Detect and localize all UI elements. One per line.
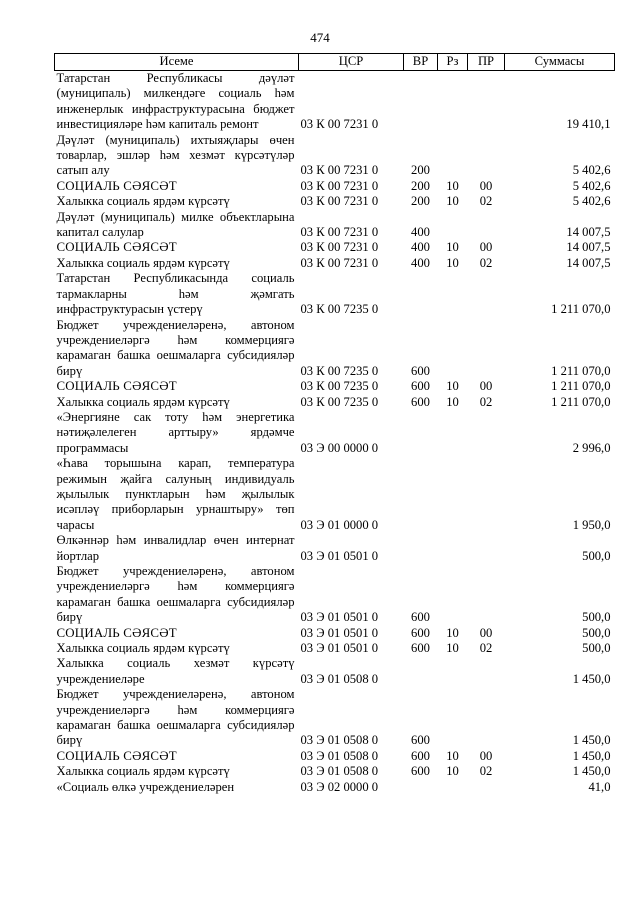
- row-pr: [468, 533, 505, 564]
- row-csr: 03 Э 01 0508 0: [300, 671, 379, 686]
- row-sum: 2 996,0: [572, 440, 611, 455]
- row-vr: [404, 533, 438, 564]
- row-sum: 41,0: [588, 779, 611, 794]
- row-sum: 1 211 070,0: [551, 379, 611, 394]
- row-rz: [438, 656, 468, 687]
- row-vr: [404, 271, 438, 317]
- row-sum: 5 402,6: [572, 163, 611, 178]
- row-csr: 03 К 00 7231 0: [300, 255, 379, 270]
- row-sum: 500,0: [582, 548, 611, 563]
- row-pr: [468, 71, 505, 133]
- row-rz: [438, 687, 468, 749]
- row-csr: 03 К 00 7235 0: [300, 363, 379, 378]
- row-vr: 600: [411, 641, 430, 656]
- row-csr: 03 К 00 7231 0: [300, 194, 379, 209]
- header-vr: ВР: [404, 54, 438, 71]
- table-row: [55, 410, 615, 456]
- row-sum: 1 450,0: [572, 733, 611, 748]
- row-vr: 400: [411, 225, 430, 240]
- row-vr: 200: [411, 163, 430, 178]
- row-rz: [438, 71, 468, 133]
- row-rz: 10: [446, 641, 459, 656]
- row-sum: 1 450,0: [572, 764, 611, 779]
- row-sum: 19 410,1: [566, 117, 611, 132]
- row-sum: 500,0: [582, 625, 611, 640]
- row-vr: 600: [411, 379, 430, 394]
- table-row: [55, 240, 615, 255]
- row-csr: 03 Э 01 0501 0: [300, 625, 379, 640]
- row-vr: 200: [411, 194, 430, 209]
- row-vr: 200: [411, 178, 430, 193]
- row-pr: [468, 271, 505, 317]
- row-csr: 03 Э 01 0508 0: [300, 764, 379, 779]
- row-sum: 1 950,0: [572, 517, 611, 532]
- row-sum: 5 402,6: [572, 178, 611, 193]
- row-vr: 600: [411, 610, 430, 625]
- row-vr: [404, 71, 438, 133]
- row-csr: 03 Э 01 0000 0: [300, 517, 379, 532]
- row-rz: [438, 133, 468, 179]
- row-name: Татарстан Республикасы дәүләт (муниципаль) милкендәге социаль һәм инженерлык инфраструктурасына бюджет инвестицияләре һәм капиталь ремонт: [56, 71, 295, 132]
- table-row: [55, 641, 615, 656]
- row-pr: 02: [479, 394, 493, 409]
- row-name: «Энергияне сак тоту һәм энергетика нәтиҗәлелеген арттыру» ярдәмче программасы: [56, 409, 295, 455]
- row-rz: 10: [446, 255, 459, 270]
- table-row: [55, 626, 615, 641]
- table-row: [55, 533, 615, 564]
- row-rz: [438, 210, 468, 241]
- header-csr: ЦСР: [299, 54, 404, 71]
- header-rz: Рз: [438, 54, 468, 71]
- row-csr: 03 К 00 7231 0: [300, 117, 379, 132]
- row-vr: 600: [411, 394, 430, 409]
- row-csr: 03 Э 01 0501 0: [300, 641, 379, 656]
- row-pr: [468, 210, 505, 241]
- row-pr: 02: [479, 764, 493, 779]
- row-pr: 02: [479, 255, 493, 270]
- row-vr: 400: [411, 240, 430, 255]
- row-rz: [438, 456, 468, 533]
- row-csr: 03 К 00 7231 0: [300, 225, 379, 240]
- table-row: [55, 210, 615, 241]
- table-row: [55, 71, 615, 133]
- row-name: Дәүләт (муниципаль) милке объектларына капитал салулар: [56, 209, 295, 240]
- row-csr: 03 К 00 7235 0: [300, 302, 379, 317]
- row-name: СОЦИАЛЬ СӘЯСӘТ: [56, 240, 177, 255]
- row-csr: 03 К 00 7235 0: [300, 394, 379, 409]
- row-pr: [468, 687, 505, 749]
- row-sum: 5 402,6: [572, 194, 611, 209]
- row-name: Бюджет учреждениеләренә, автоном учреждениеләргә һәм коммерциягә карамаган башка оешмаларга субсидияләр бирү: [56, 687, 295, 748]
- row-sum: 14 007,5: [566, 255, 611, 270]
- row-name: Бюджет учреждениеләренә, автоном учреждениеләргә һәм коммерциягә карамаган башка оешмаларга субсидияләр бирү: [56, 317, 295, 378]
- row-pr: 02: [479, 641, 493, 656]
- row-name: Халыкка социаль ярдәм күрсәтү: [56, 394, 230, 409]
- row-sum: 1 450,0: [572, 671, 611, 686]
- row-vr: 600: [411, 748, 430, 763]
- row-name: Өлкәннәр һәм инвалидлар өчен интернат йортлар: [56, 533, 295, 563]
- row-pr: [468, 133, 505, 179]
- table-header-row: [55, 54, 615, 71]
- row-sum: 1 450,0: [572, 748, 611, 763]
- header-pr: ПР: [468, 54, 505, 71]
- row-rz: 10: [446, 240, 459, 255]
- row-name: Бюджет учреждениеләренә, автоном учреждениеләргә һәм коммерциягә карамаган башка оешмаларга субсидияләр бирү: [56, 564, 295, 625]
- budget-table: [54, 53, 615, 795]
- row-vr: [404, 656, 438, 687]
- row-name: Халыкка социаль ярдәм күрсәтү: [56, 764, 230, 779]
- row-sum: 1 211 070,0: [551, 394, 611, 409]
- row-rz: 10: [446, 178, 459, 193]
- table-row: [55, 256, 615, 271]
- row-csr: 03 Э 02 0000 0: [300, 779, 379, 794]
- table-row: [55, 179, 615, 194]
- table-row: [55, 780, 615, 795]
- row-sum: 14 007,5: [566, 240, 611, 255]
- row-pr: 00: [479, 625, 493, 640]
- row-rz: 10: [446, 379, 459, 394]
- row-name: «Һава торышына карап, температура режимын җайга салуның индивидуаль җылылык пунктларын һәм җылылык исәпләү приборларын урнаштыру» төп чарасы: [56, 456, 295, 532]
- table-row: [55, 687, 615, 749]
- row-csr: 03 Э 01 0508 0: [300, 748, 379, 763]
- row-pr: 00: [479, 178, 493, 193]
- row-sum: 1 211 070,0: [551, 302, 611, 317]
- row-rz: 10: [446, 625, 459, 640]
- row-sum: 14 007,5: [566, 225, 611, 240]
- table-row: [55, 656, 615, 687]
- row-name: СОЦИАЛЬ СӘЯСӘТ: [56, 748, 177, 763]
- table-row: [55, 133, 615, 179]
- row-csr: 03 К 00 7235 0: [300, 379, 379, 394]
- row-vr: [404, 456, 438, 533]
- header-name: Исеме: [55, 54, 299, 71]
- row-vr: [404, 410, 438, 456]
- row-name: Татарстан Республикасында социаль тармакларны һәм җәмгать инфраструктурасын үстерү: [56, 271, 295, 317]
- table-row: [55, 194, 615, 209]
- row-csr: 03 К 00 7231 0: [300, 240, 379, 255]
- page-number: 474: [310, 30, 330, 45]
- table-row: [55, 749, 615, 764]
- row-name: Халыкка социаль хезмәт күрсәтү учреждениеләре: [56, 656, 295, 686]
- row-name: Халыкка социаль ярдәм күрсәтү: [56, 641, 230, 656]
- table-row: [55, 564, 615, 626]
- row-vr: 600: [411, 363, 430, 378]
- row-pr: [468, 656, 505, 687]
- table-row: [55, 379, 615, 394]
- row-pr: [468, 780, 505, 795]
- header-sum: Суммасы: [505, 54, 615, 71]
- row-csr: 03 Э 01 0501 0: [300, 610, 379, 625]
- row-sum: 500,0: [582, 641, 611, 656]
- row-pr: 00: [479, 379, 493, 394]
- row-sum: 500,0: [582, 610, 611, 625]
- row-pr: 02: [479, 194, 493, 209]
- row-vr: [404, 780, 438, 795]
- row-csr: 03 Э 00 0000 0: [300, 440, 379, 455]
- row-pr: [468, 564, 505, 626]
- row-vr: 600: [411, 625, 430, 640]
- row-csr: 03 К 00 7231 0: [300, 178, 379, 193]
- row-rz: [438, 533, 468, 564]
- table-row: [55, 764, 615, 779]
- row-vr: 600: [411, 764, 430, 779]
- row-name: «Социаль өлкә учреждениеләрен: [56, 779, 235, 794]
- row-name: Халыкка социаль ярдәм күрсәтү: [56, 194, 230, 209]
- row-rz: [438, 780, 468, 795]
- row-csr: 03 К 00 7231 0: [300, 163, 379, 178]
- table-row: [55, 395, 615, 410]
- row-pr: 00: [479, 240, 493, 255]
- row-rz: 10: [446, 194, 459, 209]
- table-row: [55, 271, 615, 317]
- row-rz: [438, 410, 468, 456]
- row-sum: 1 211 070,0: [551, 363, 611, 378]
- row-name: СОЦИАЛЬ СӘЯСӘТ: [56, 379, 177, 394]
- row-rz: 10: [446, 748, 459, 763]
- row-vr: 400: [411, 255, 430, 270]
- row-pr: [468, 456, 505, 533]
- row-pr: 00: [479, 748, 493, 763]
- row-vr: 600: [411, 733, 430, 748]
- row-pr: [468, 410, 505, 456]
- row-rz: [438, 318, 468, 380]
- row-rz: [438, 271, 468, 317]
- row-rz: [438, 564, 468, 626]
- row-name: Халыкка социаль ярдәм күрсәтү: [56, 255, 230, 270]
- row-rz: 10: [446, 764, 459, 779]
- row-name: Дәүләт (муниципаль) ихтыяҗлары өчен товарлар, эшләр һәм хезмәт күрсәтүләр сатып алу: [56, 132, 295, 178]
- row-rz: 10: [446, 394, 459, 409]
- row-name: СОЦИАЛЬ СӘЯСӘТ: [56, 178, 177, 193]
- row-pr: [468, 318, 505, 380]
- table-row: [55, 318, 615, 380]
- table-row: [55, 456, 615, 533]
- row-csr: 03 Э 01 0501 0: [300, 548, 379, 563]
- row-csr: 03 Э 01 0508 0: [300, 733, 379, 748]
- row-name: СОЦИАЛЬ СӘЯСӘТ: [56, 625, 177, 640]
